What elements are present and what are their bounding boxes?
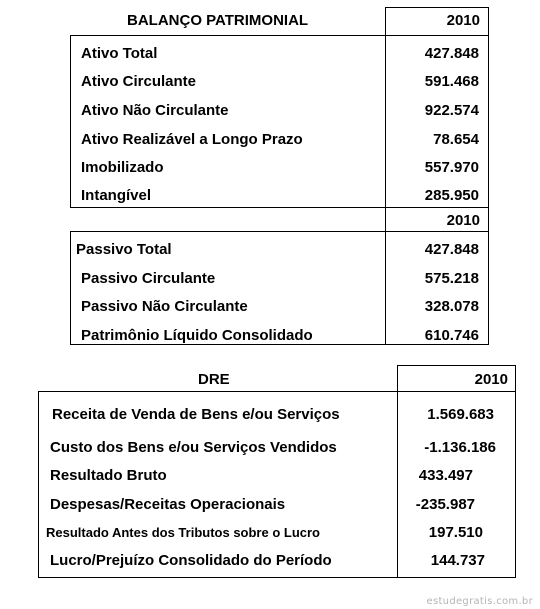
dre-row-value: -235.987 [415, 496, 475, 513]
passivo-label: Passivo Total [76, 241, 172, 258]
passivo-label: Patrimônio Líquido Consolidado [81, 327, 313, 344]
watermark: estudegratis.com.br [426, 596, 533, 607]
dre-row-label: Despesas/Receitas Operacionais [50, 496, 286, 513]
dre-row-label: Lucro/Prejuízo Consolidado do Período [50, 552, 332, 569]
ativo-label: Ativo Realizável a Longo Prazo [81, 131, 303, 148]
passivo-value: 328.078 [424, 298, 479, 315]
dre-year-header: 2010 [474, 371, 508, 388]
ativo-label: Ativo Circulante [81, 73, 197, 90]
ativo-label: Ativo Total [81, 45, 158, 62]
dre-row-value: -1.136.186 [424, 439, 496, 456]
dre-row-value: 144.737 [430, 552, 485, 569]
dre-row-value: 1.569.683 [427, 406, 494, 423]
dre-row-label: Receita de Venda de Bens e/ou Serviços [52, 406, 340, 423]
passivo-year-header: 2010 [446, 212, 480, 229]
passivo-value: 575.218 [424, 270, 479, 287]
dre-row-label: Custo dos Bens e/ou Serviços Vendidos [50, 439, 337, 456]
dre-row-label: Resultado Antes dos Tributos sobre o Lucro [46, 525, 320, 540]
dre-row-value: 197.510 [428, 524, 483, 541]
ativo-value: 285.950 [424, 187, 479, 204]
ativo-value: 427.848 [424, 45, 479, 62]
passivo-value: 610.746 [424, 327, 479, 344]
ativo-label: Intangível [81, 187, 152, 204]
balanco-year-header: 2010 [446, 12, 480, 29]
dre-row-label: Resultado Bruto [50, 467, 167, 484]
ativo-value: 591.468 [424, 73, 479, 90]
ativo-label: Imobilizado [81, 159, 164, 176]
passivo-label: Passivo Circulante [81, 270, 216, 287]
ativo-value: 922.574 [424, 102, 479, 119]
passivo-value: 427.848 [424, 241, 479, 258]
ativo-value: 557.970 [424, 159, 479, 176]
balanco-title: BALANÇO PATRIMONIAL [127, 12, 309, 29]
passivo-label: Passivo Não Circulante [81, 298, 248, 315]
ativo-label: Ativo Não Circulante [81, 102, 229, 119]
dre-title: DRE [198, 371, 230, 388]
ativo-value: 78.654 [433, 131, 479, 148]
dre-row-value: 433.497 [418, 467, 473, 484]
